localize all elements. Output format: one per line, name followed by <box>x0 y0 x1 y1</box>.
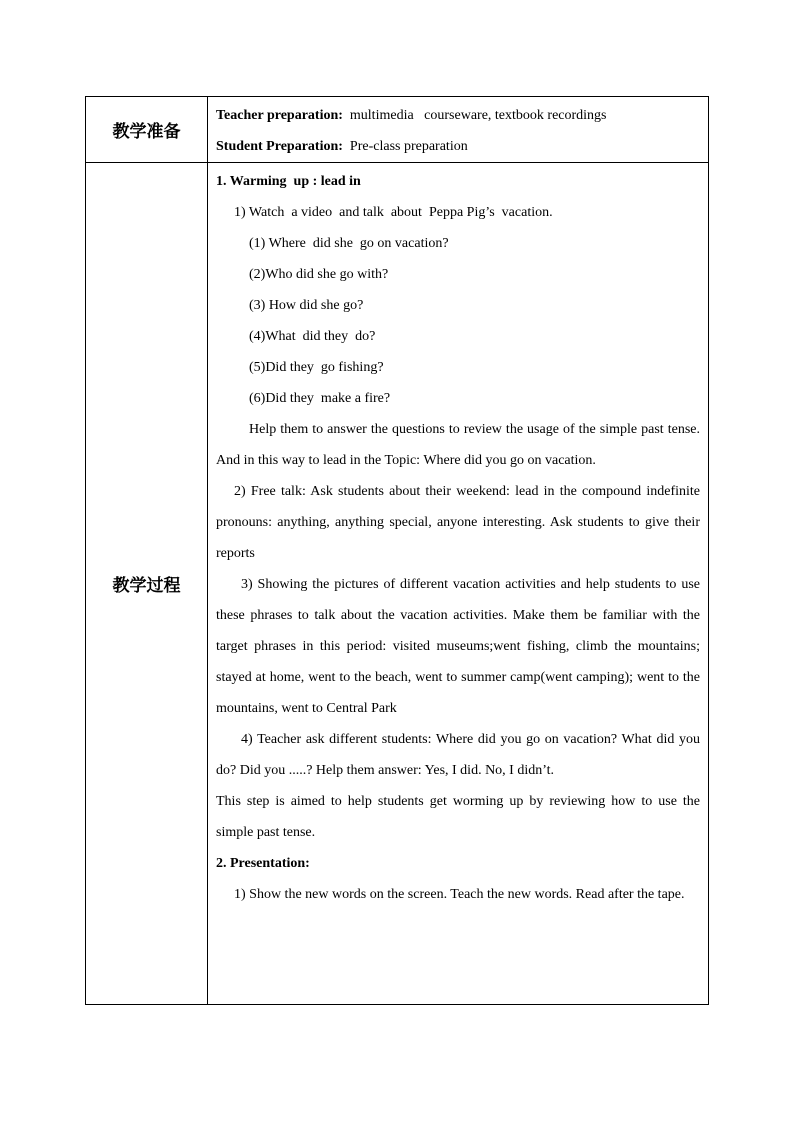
process-label: 教学过程 <box>86 163 208 1005</box>
question-6: (6)Did they make a fire? <box>249 391 391 406</box>
presentation-item-1: 1) Show the new words on the screen. Teach the new words. Read after the tape. <box>234 887 685 902</box>
preparation-row <box>86 97 709 163</box>
preparation-label: 教学准备 <box>86 97 208 163</box>
warming-item-4: 4) Teacher ask different students: Where did you go on vacation? What did you do? Did you .....? Help them answer: Yes, I did. No, I didn’t. <box>216 732 700 778</box>
warming-item-1: 1) Watch a video and talk about Peppa Pig’s vacation. <box>234 205 553 220</box>
question-3: (3) How did she go? <box>249 298 364 313</box>
student-preparation-label: Student Preparation: <box>216 139 343 154</box>
question-2: (2)Who did she go with? <box>249 267 389 282</box>
warming-item-3: 3) Showing the pictures of different vacation activities and help students to use these phrases to talk about the vacation activities. Make them be familiar with the target phrases in this period: visited museums;went fishing, climb the mountains; stayed at home, went to the beach, went to summer camp(went camping); went to the mountains, went to Central Park <box>216 577 700 716</box>
process-content <box>208 163 709 1005</box>
aim-paragraph: This step is aimed to help students get worming up by reviewing how to use the simple past tense. <box>216 794 700 840</box>
question-1: (1) Where did she go on vacation? <box>249 236 449 251</box>
teacher-preparation-value: multimedia courseware, textbook recordings <box>349 108 607 123</box>
preparation-content <box>208 97 709 163</box>
teacher-preparation-label: Teacher preparation: <box>216 108 343 123</box>
warming-up-title: 1. Warming up : lead in <box>216 174 361 189</box>
question-5: (5)Did they go fishing? <box>249 360 384 375</box>
student-preparation <box>216 131 700 162</box>
student-preparation-value: Pre-class preparation <box>349 139 468 154</box>
lesson-plan-table <box>85 96 709 1005</box>
process-row <box>86 163 709 1005</box>
warming-item-2: 2) Free talk: Ask students about their weekend: lead in the compound indefinite pronouns: anything, anything special, anyone interesting. Ask students to give their reports <box>216 484 700 561</box>
question-4: (4)What did they do? <box>249 329 376 344</box>
teacher-preparation <box>216 100 700 131</box>
presentation-title: 2. Presentation: <box>216 856 310 871</box>
help-paragraph: Help them to answer the questions to review the usage of the simple past tense. And in this way to lead in the Topic: Where did you go on vacation. <box>216 422 700 468</box>
